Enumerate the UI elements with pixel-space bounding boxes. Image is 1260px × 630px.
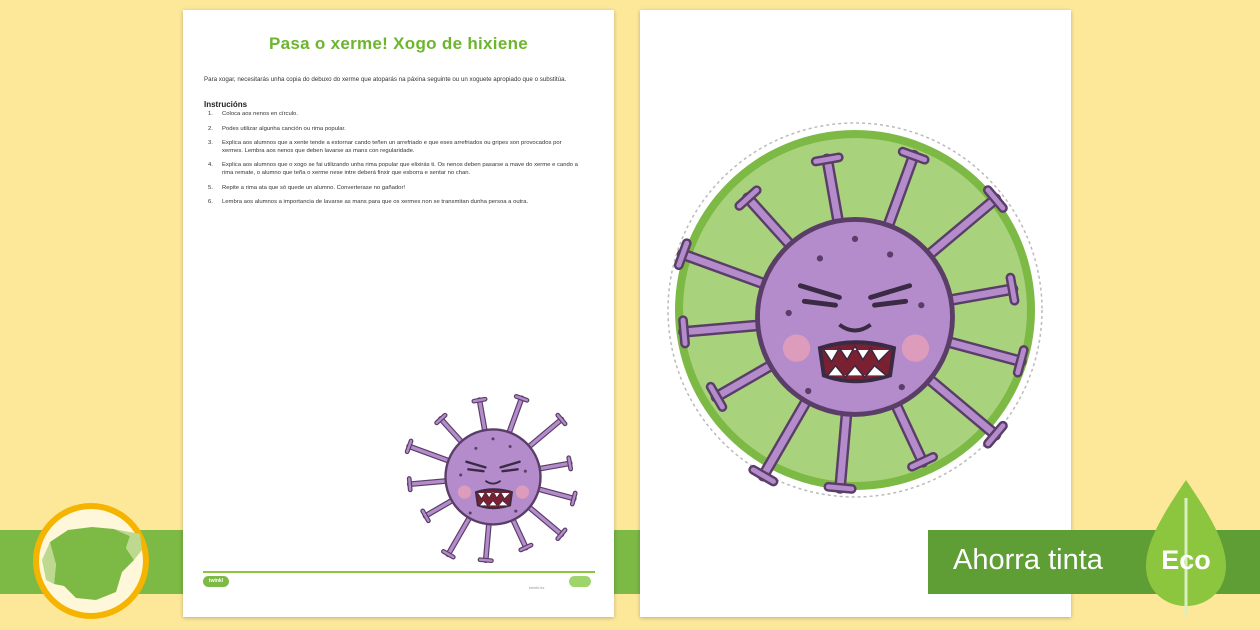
- germ-icon: [660, 118, 1050, 508]
- instructions-heading: Instrucións: [204, 100, 248, 109]
- instruction-step: 4. Explica aos alumnos que o xogo se fai utilizando unha rima popular que elixirás ti. Os nenos deben pasarse a mave do xerme e cando a rima remate, o alumno que teña o xerme nese intre deberá finxir que esborra e sentar no chan.: [208, 162, 578, 176]
- eco-banner-label: Ahorra tinta: [953, 544, 1103, 576]
- worksheet-intro: Para xogar, necesitarás unha copia do debuxo do xerme que atoparás na páxina seguinte ou un xoguete apropiado que o substitúa.: [204, 76, 567, 83]
- footer-url: twinkl.es: [529, 585, 545, 590]
- twinkl-logo-icon: twinkl: [203, 576, 229, 587]
- footer-mark-icon: [569, 576, 591, 587]
- worksheet-page-instructions: [183, 10, 614, 617]
- instruction-step: 3. Explica aos alumnos que a xente tende a estornar cando teñen un arrefriado e que eses arrefriados ou gripes son provocados por xermes. Lembra aos nenos que deben lavarse as mans con regularidade.: [208, 140, 562, 154]
- germ-icon: [398, 380, 588, 570]
- spain-map-icon: [30, 500, 152, 622]
- instruction-step: 1. Coloca aos nenos en círculo.: [208, 111, 298, 117]
- worksheet-title: Pasa o xerme! Xogo de hixiene: [268, 34, 529, 53]
- worksheet-page-germ: [640, 10, 1071, 617]
- footer-divider: [203, 571, 595, 573]
- instruction-step: 5. Repite a rima ata que só quede un alumno. Converterase no gañador!: [208, 184, 406, 191]
- instruction-step: 6. Lembra aos alumnos a importancia de lavarse as mans para que os xermes non se transmitan dunha persoa a outra.: [208, 199, 529, 206]
- instruction-step: 2. Podes utilizar algunha canción ou rima popular.: [208, 125, 346, 132]
- eco-badge-text: Eco: [1161, 545, 1211, 575]
- instructions-list: [204, 111, 584, 214]
